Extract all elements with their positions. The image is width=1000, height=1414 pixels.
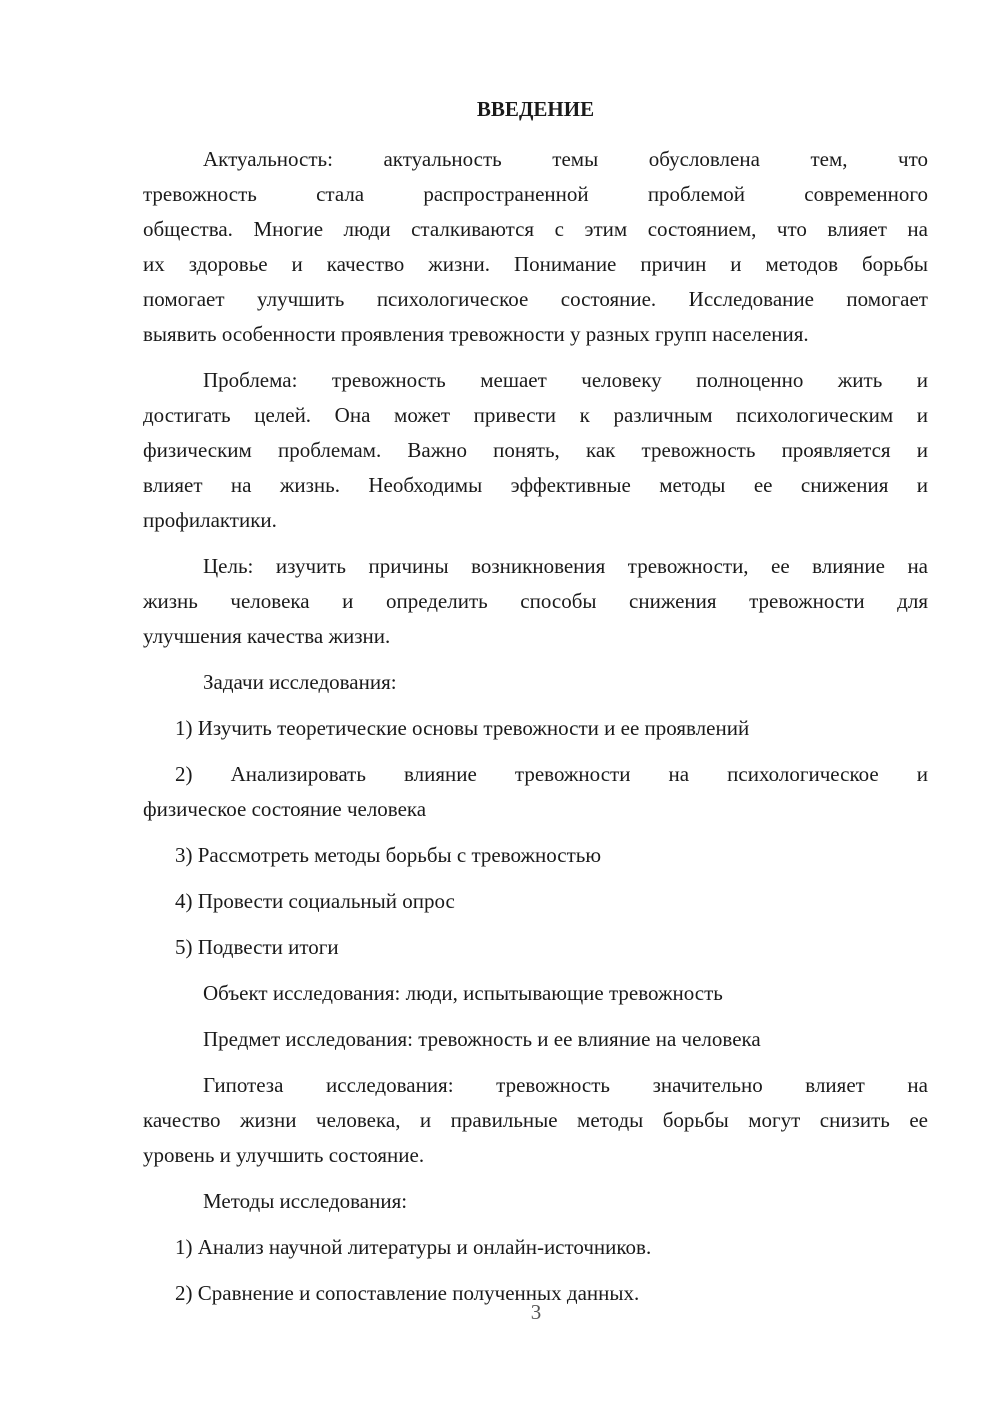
text-line: Гипотеза исследования: тревожность значительно влияет на <box>203 1073 928 1097</box>
paragraph <box>143 665 928 700</box>
text-line: влияет на жизнь. Необходимы эффективные методы ее снижения и <box>143 473 928 497</box>
text-line: улучшения качества жизни. <box>143 624 391 648</box>
paragraph <box>143 976 928 1011</box>
list-item <box>143 838 928 873</box>
paragraph <box>143 549 928 654</box>
text-line: Проблема: тревожность мешает человеку полноценно жить и <box>203 368 928 392</box>
text-line: помогает улучшить психологическое состояние. Исследование помогает <box>143 287 928 311</box>
text-line: Актуальность: актуальность темы обусловлена тем, что <box>203 147 928 171</box>
text-line: 3) Рассмотреть методы борьбы с тревожностью <box>175 843 602 867</box>
text-line: 1) Изучить теоретические основы тревожности и ее проявлений <box>175 716 750 740</box>
text-line: общества. Многие люди сталкиваются с этим состоянием, что влияет на <box>143 217 928 241</box>
page-number: 3 <box>530 1300 542 1324</box>
list-item <box>143 711 928 746</box>
text-line: достигать целей. Она может привести к различным психологическим и <box>143 403 928 427</box>
paragraph <box>143 142 928 352</box>
text-line: физическое состояние человека <box>143 797 427 821</box>
paragraphs <box>143 142 928 1311</box>
text-line: тревожность стала распространенной проблемой современного <box>143 182 928 206</box>
text-line: 5) Подвести итоги <box>175 935 339 959</box>
paragraph <box>143 1022 928 1057</box>
text-line: 2) Анализировать влияние тревожности на психологическое и <box>175 762 928 786</box>
paragraph <box>143 1184 928 1219</box>
text-line: Предмет исследования: тревожность и ее влияние на человека <box>203 1027 761 1051</box>
text-line: Методы исследования: <box>203 1189 408 1213</box>
text-line: качество жизни человека, и правильные методы борьбы могут снизить ее <box>143 1108 928 1132</box>
section-title: ВВЕДЕНИЕ <box>476 97 595 121</box>
list-item <box>143 757 928 827</box>
paragraph <box>143 363 928 538</box>
text-line: 1) Анализ научной литературы и онлайн-источников. <box>175 1235 652 1259</box>
text-line: жизнь человека и определить способы снижения тревожности для <box>143 589 928 613</box>
text-line: уровень и улучшить состояние. <box>143 1143 425 1167</box>
list-item <box>143 884 928 919</box>
text-line: 2) Сравнение и сопоставление полученных данных. <box>175 1281 640 1305</box>
text-line: 4) Провести социальный опрос <box>175 889 455 913</box>
document-body <box>143 92 928 1322</box>
list-item <box>143 1230 928 1265</box>
text-line: Объект исследования: люди, испытывающие тревожность <box>203 981 723 1005</box>
text-line: Цель: изучить причины возникновения тревожности, ее влияние на <box>203 554 928 578</box>
text-line: Задачи исследования: <box>203 670 397 694</box>
text-line: их здоровье и качество жизни. Понимание причин и методов борьбы <box>143 252 928 276</box>
list-item <box>143 930 928 965</box>
paragraph <box>143 1068 928 1173</box>
text-line: выявить особенности проявления тревожности у разных групп населения. <box>143 322 809 346</box>
text-line: физическим проблемам. Важно понять, как тревожность проявляется и <box>143 438 928 462</box>
text-line: профилактики. <box>143 508 277 532</box>
